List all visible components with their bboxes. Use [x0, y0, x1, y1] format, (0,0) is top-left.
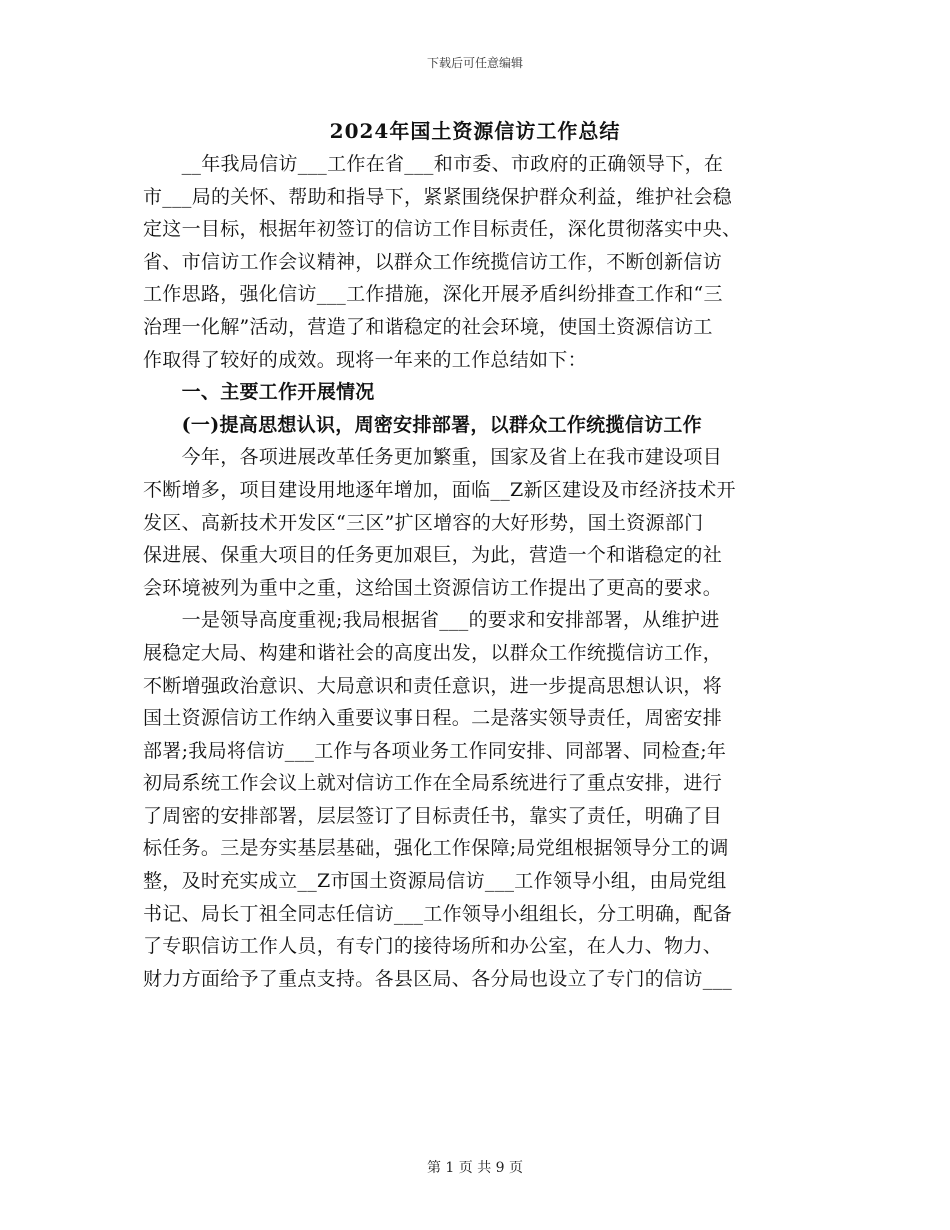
- body-line: 保进展、保重大项目的任务更加艰巨，为此，营造一个和谐稳定的社: [143, 544, 723, 567]
- body-line: 初局系统工作会议上就对信访工作在全局系统进行了重点安排，进行: [143, 772, 723, 795]
- body-line: 治理一化解”活动，营造了和谐稳定的社会环境，使国土资源信访工: [143, 315, 713, 338]
- subsection-heading: (一)提高思想认识，周密安排部署，以群众工作统揽信访工作: [143, 413, 702, 436]
- body-line: 标任务。三是夯实基层基础，强化工作保障;局党组根据领导分工的调: [143, 837, 729, 860]
- body-line: 不断增强政治意识、大局意识和责任意识，进一步提高思想认识，将: [143, 674, 723, 697]
- section-heading: 一、主要工作开展情况: [143, 381, 375, 404]
- body-line: 会环境被列为重中之重，这给国土资源信访工作提出了更高的要求。: [143, 576, 723, 599]
- body-line: 省、市信访工作会议精神，以群众工作统揽信访工作，不断创新信访: [143, 250, 723, 273]
- body-line: 定这一目标，根据年初签订的信访工作目标责任，深化贯彻落实中央、: [143, 218, 742, 241]
- body-line: 书记、局长丁祖全同志任信访___工作领导小组组长，分工明确，配备: [143, 902, 733, 925]
- body-line: 一是领导高度重视;我局根据省___的要求和安排部署，从维护进: [143, 609, 720, 632]
- body-line: 展稳定大局、构建和谐社会的高度出发，以群众工作统揽信访工作，: [143, 641, 723, 664]
- body-line: 了周密的安排部署，层层签订了目标责任书，靠实了责任，明确了目: [143, 804, 723, 827]
- body-line: 整，及时充实成立__Z市国土资源局信访___工作领导小组，由局党组: [143, 870, 727, 893]
- document-title: 2024年国土资源信访工作总结: [329, 119, 621, 143]
- document-body: [143, 148, 813, 995]
- body-line: 作取得了较好的成效。现将一年来的工作总结如下：: [143, 348, 587, 371]
- body-line: __年我局信访___工作在省___和市委、市政府的正确领导下，在: [143, 153, 724, 175]
- body-line: 工作思路，强化信访___工作措施，深化开展矛盾纠纷排查工作和“三: [143, 283, 723, 306]
- body-line: 部署;我局将信访___工作与各项业务工作同安排、同部署、同检查;年: [143, 739, 727, 762]
- body-line: 发区、高新技术开发区“三区”扩区增容的大好形势，国土资源部门: [143, 511, 704, 534]
- page-footer: 第 1 页 共 9 页: [426, 1160, 524, 1176]
- body-line: 今年，各项进展改革任务更加繁重，国家及省上在我市建设项目: [143, 446, 723, 469]
- body-line: 市___局的关怀、帮助和指导下，紧紧围绕保护群众利益，维护社会稳: [143, 185, 733, 208]
- header-note: 下载后可任意编辑: [426, 56, 523, 70]
- body-line: 国土资源信访工作纳入重要议事日程。二是落实领导责任，周密安排: [143, 707, 723, 730]
- body-line: 了专职信访工作人员，有专门的接待场所和办公室，在人力、物力、: [143, 935, 723, 958]
- body-line: 财力方面给予了重点支持。各县区局、各分局也设立了专门的信访___: [143, 967, 733, 990]
- body-line: 不断增多，项目建设用地逐年增加，面临__Z新区建设及市经济技术开: [143, 478, 736, 501]
